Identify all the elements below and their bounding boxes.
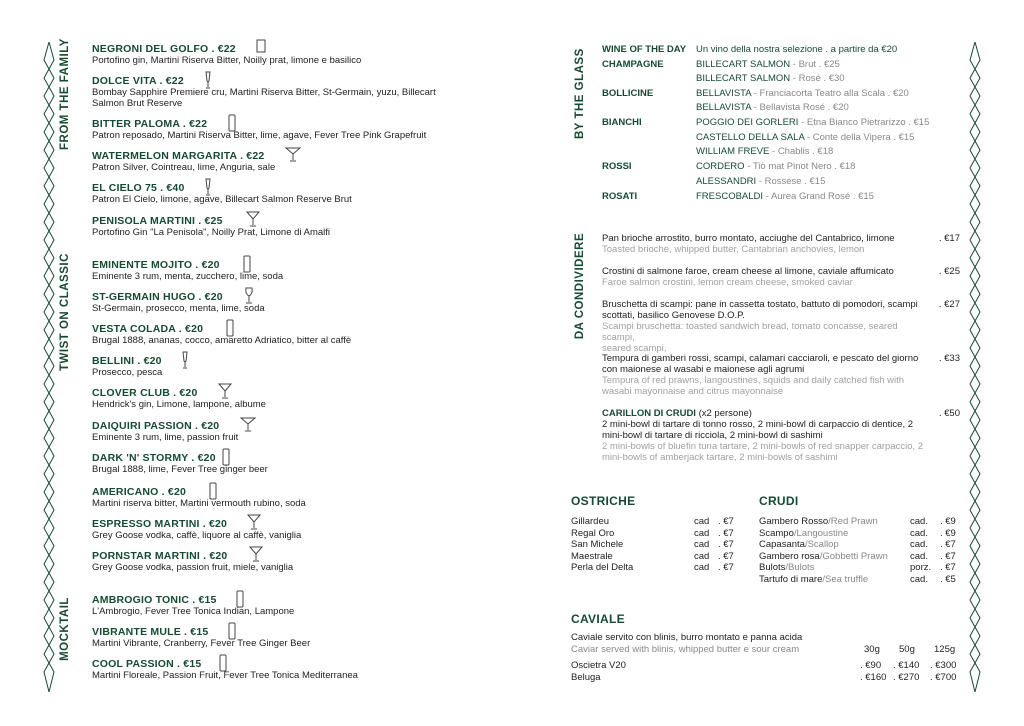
caviale-size: 30g [864, 644, 880, 655]
cocktail-name: AMBROGIO TONIC . €15 [92, 594, 217, 606]
dish-item: Pan brioche arrostito, burro montato, acciughe del Cantabrico, limone Toasted brioche, whipped butter, Cantabrian anchovies, lemon . €17 [602, 233, 960, 255]
dish-item: Bruschetta di scampi: pane in cassetta tostato, battuto di pomodori, scampi scottati, basilico Genovese D.O.P. Scampi bruschetta: toasted sandwich bread, tomato concasse, seared scampi, seared scampi, . €27 [602, 299, 960, 354]
cocktail-name: COOL PASSION . €15 [92, 658, 202, 670]
highball-glass-icon [236, 590, 244, 613]
wine-category: ROSSI [602, 161, 632, 172]
cocktail-item [92, 486, 452, 509]
ostriche-name: Gillardeu [571, 516, 610, 527]
cocktail-name: EL CIELO 75 . €40 [92, 182, 185, 194]
ostriche-name: Perla del Delta [571, 562, 634, 573]
cocktail-name: PENISOLA MARTINI . €25 [92, 215, 223, 227]
ostriche-name: Regal Oro [571, 527, 615, 539]
cocktail-description: Eminente 3 rum, menta, zucchero, lime, soda [92, 271, 284, 282]
crudi-price: . €7 [940, 550, 956, 562]
wine-item: CASTELLO DELLA SALA - Conte della Vipera . €15 [696, 132, 915, 143]
crudi-price: . €9 [940, 516, 956, 527]
martini-glass-icon [247, 514, 261, 535]
caviale-p1: . €160 [860, 672, 887, 683]
section-label-glass: BY THE GLASS [574, 48, 586, 139]
cocktail-item [92, 550, 452, 573]
ostriche-price: . €7 [718, 527, 734, 539]
wine-category: CHAMPAGNE [602, 59, 664, 70]
cocktail-name: AMERICANO . €20 [92, 486, 187, 498]
crudi-unit: cad. [910, 527, 928, 539]
ostriche-title: OSTRICHE [571, 494, 636, 508]
crudi-unit: cad. [910, 550, 928, 562]
flute-glass-icon [181, 351, 189, 374]
section-label-mocktail: MOCKTAIL [59, 597, 71, 661]
cocktail-item [92, 291, 452, 314]
cocktail-item [92, 75, 452, 109]
highball-glass-icon [243, 255, 251, 278]
wine-category: BIANCHI [602, 117, 642, 128]
crudi-item: Capasanta/Scallop [759, 539, 839, 550]
cocktail-description: Martini riserva bitter, Martini vermouth rubino, soda [92, 498, 306, 509]
left-zigzag-border [42, 42, 56, 692]
highball-glass-icon [209, 482, 217, 505]
wine-item: BILLECART SALMON - Rosé . €30 [696, 73, 845, 84]
cocktail-description: Patron reposado, Martini Riserva Bitter, lime, agave, Fever Tree Pink Grapefruit [92, 130, 427, 141]
crudi-price: . €5 [940, 573, 956, 585]
cocktail-item [92, 323, 452, 346]
wine-category: BOLLICINE [602, 88, 654, 99]
cocktail-description: Prosecco, pesca [92, 367, 163, 378]
cocktail-name: WATERMELON MARGARITA . €22 [92, 150, 265, 162]
crudi-unit: porz. [910, 562, 932, 573]
cocktail-name: VESTA COLADA . €20 [92, 323, 204, 335]
caviale-p2: . €140 [893, 660, 920, 671]
dish-item-carillon: CARILLON DI CRUDI (x2 persone) 2 mini-bowl di tartare di tonno rosso, 2 mini-bowl di carpaccio di dentice, 2 mini-bowl di tartare di ricciola, 2 mini-bowl di sashimi 2 mini-bowls of bluefin tuna tartare, 2 mini-bowls of red snapper carpaccio, 2 mini-bowls of amberjack tartare, 2 mini-bowls of sashimi . €50 [602, 408, 960, 463]
cocktail-item [92, 259, 452, 282]
wine-item: ALESSANDRI - Rossese . €15 [696, 176, 826, 187]
wine-item: BELLAVISTA - Franciacorta Teatro alla Scala . €20 [696, 88, 909, 99]
ostriche-unit: cad [694, 562, 710, 573]
highball-glass-icon [226, 319, 234, 342]
caviale-p2: . €270 [893, 672, 920, 683]
wine-category: ROSATI [602, 191, 638, 202]
caviale-size: 50g [899, 644, 915, 655]
cocktail-item [92, 118, 452, 141]
coupe-glass-icon [240, 416, 256, 437]
caviale-description: Caviale servito con blinis, burro montato e panna acida [571, 632, 803, 643]
cocktail-name: CLOVER CLUB . €20 [92, 387, 198, 399]
flute-glass-icon [204, 71, 212, 94]
ostriche-unit: cad [694, 539, 710, 550]
right-zigzag-border [968, 42, 982, 692]
caviale-p3: . €300 [930, 660, 957, 671]
caviale-p3: . €700 [930, 672, 957, 683]
highball-glass-icon [222, 448, 230, 471]
caviale-title: CAVIALE [571, 612, 625, 626]
cocktail-description: Bombay Sapphire Premiere cru, Martini Riserva Bitter, St-Germain, yuzu, Billecart Salmon Brut Reserve [92, 87, 436, 109]
caviale-name: Beluga [571, 672, 601, 683]
cocktail-item [92, 626, 452, 649]
cocktail-item [92, 452, 452, 475]
tumbler-glass-icon [256, 39, 266, 58]
cocktail-name: NEGRONI DEL GOLFO . €22 [92, 43, 236, 55]
cocktail-item [92, 658, 452, 681]
cocktail-item [92, 43, 452, 66]
cocktail-description: Martini Floreale, Passion Fruit, Fever Tree Tonica Mediterranea [92, 670, 358, 681]
martini-glass-icon [249, 546, 263, 567]
crudi-unit: cad. [910, 516, 928, 527]
cocktail-description: Patron Silver, Cointreau, lime, Anguria, sale [92, 162, 276, 173]
crudi-item: Bulots/Bulots [759, 562, 815, 573]
section-label-family: FROM THE FAMILY [59, 38, 71, 150]
crudi-item: Tartufo di mare/Sea truffle [759, 573, 869, 585]
coupe-glass-icon [285, 146, 301, 167]
cocktail-name: BELLINI . €20 [92, 355, 162, 367]
cocktail-name: BITTER PALOMA . €22 [92, 118, 208, 130]
cocktail-description: Hendrick's gin, Limone, lampone, albume [92, 399, 266, 410]
caviale-p1: . €90 [860, 660, 882, 671]
ostriche-unit: cad [694, 527, 710, 539]
martini-glass-icon [246, 211, 260, 232]
cocktail-description: Brugal 1888, lime, Fever Tree ginger beer [92, 464, 268, 475]
cocktail-item [92, 215, 452, 238]
caviale-size: 125g [934, 644, 956, 655]
cocktail-description: St-Germain, prosecco, menta, lime, soda [92, 303, 265, 314]
wine-of-the-day-label: WINE OF THE DAY [602, 44, 687, 55]
cocktail-item [92, 150, 452, 173]
ostriche-price: . €7 [718, 539, 734, 550]
cocktail-name: EMINENTE MOJITO . €20 [92, 259, 220, 271]
section-label-twist: TWIST ON CLASSIC [59, 253, 71, 371]
cocktail-description: Grey Goose vodka, caffè, liquore al caffè, vaniglia [92, 530, 302, 541]
ostriche-name: Maestrale [571, 550, 613, 562]
cocktail-description: L'Ambrogio, Fever Tree Tonica Indian, Lampone [92, 606, 295, 617]
crudi-item: Gambero rosa/Gobbetti Prawn [759, 550, 888, 562]
wine-item: POGGIO DEI GORLERI - Etna Bianco Pietrarizzo . €15 [696, 117, 930, 128]
caviale-name: Oscietra V20 [571, 660, 626, 671]
ostriche-price: . €7 [718, 550, 734, 562]
cocktail-name: PORNSTAR MARTINI . €20 [92, 550, 228, 562]
ostriche-price: . €7 [718, 562, 734, 573]
cocktail-name: VIBRANTE MULE . €15 [92, 626, 209, 638]
ostriche-unit: cad [694, 516, 710, 527]
ostriche-price: . €7 [718, 516, 734, 527]
cocktail-name: DARK 'N' STORMY . €20 [92, 452, 216, 464]
cocktail-item [92, 182, 452, 205]
crudi-price: . €7 [940, 539, 956, 550]
wine-of-the-day-text: Un vino della nostra selezione . a partire da €20 [696, 44, 898, 55]
wine-glass-icon [244, 287, 254, 309]
cocktail-name: DAIQUIRI PASSION . €20 [92, 420, 220, 432]
cocktail-item [92, 518, 452, 541]
cocktail-item [92, 387, 452, 410]
crudi-item: Scampo/Langoustine [759, 527, 849, 539]
crudi-title: CRUDI [759, 494, 799, 508]
ostriche-unit: cad [694, 550, 710, 562]
crudi-unit: cad. [910, 539, 928, 550]
cocktail-name: DOLCE VITA . €22 [92, 75, 184, 87]
cocktail-name: ESPRESSO MARTINI . €20 [92, 518, 228, 530]
wine-item: FRESCOBALDI - Aurea Grand Rosé . €15 [696, 191, 874, 202]
crudi-unit: cad. [910, 573, 928, 585]
dish-item: Crostini di salmone faroe, cream cheese al limone, caviale affumicato Faroe salmon crostini, lemon cream cheese, smoked caviar . €25 [602, 266, 960, 288]
cocktail-description: Eminente 3 rum, lime, passion fruit [92, 432, 239, 443]
crudi-item: Gambero Rosso/Red Prawn [759, 516, 878, 527]
cocktail-description: Grey Goose vodka, passion fruit, miele, vaniglia [92, 562, 294, 573]
cocktail-description: Patron El Cielo, limone, agave, Billecart Salmon Reserve Brut [92, 194, 352, 205]
highball-glass-icon [219, 654, 227, 677]
caviale-description-en: Caviar served with blinis, whipped butter e sour cream [571, 644, 800, 655]
highball-glass-icon [228, 622, 236, 645]
dish-item: Tempura di gamberi rossi, scampi, calamari cacciaroli, e pescato del giorno con maionese al wasabi e maionese agli agrumi Tempura of red prawns, langoustines, squids and daily catched fish with wasabi mayonnaise and citrus mayonnaise . €33 [602, 353, 960, 397]
cocktail-item [92, 594, 452, 617]
section-label-condividere: DA CONDIVIDERE [574, 232, 586, 340]
wine-item: BILLECART SALMON - Brut . €25 [696, 59, 840, 70]
wine-item: CORDERO - Tiò mat Pinot Nero . €18 [696, 161, 856, 172]
crudi-price: . €7 [940, 562, 956, 573]
highball-glass-icon [228, 114, 236, 137]
wine-item: BELLAVISTA - Bellavista Rosé . €20 [696, 102, 849, 113]
martini-glass-icon [218, 383, 232, 404]
cocktail-description: Martini Vibrante, Cranberry, Fever Tree Ginger Beer [92, 638, 311, 649]
cocktail-item [92, 355, 452, 378]
ostriche-name: San Michele [571, 539, 624, 550]
cocktail-description: Brugal 1888, ananas, cocco, amaretto Adriatico, bitter al caffè [92, 335, 352, 346]
cocktail-description: Portofino Gin "La Penisola", Noilly Prat, Limone di Amalfi [92, 227, 331, 238]
cocktail-description: Portofino gin, Martini Riserva Bitter, Noilly prat, limone e basilico [92, 55, 362, 66]
wine-item: WILLIAM FREVE - Chablis . €18 [696, 146, 834, 157]
cocktail-name: ST-GERMAIN HUGO . €20 [92, 291, 223, 303]
flute-glass-icon [204, 178, 212, 201]
crudi-price: . €9 [940, 527, 956, 539]
cocktail-item [92, 420, 452, 443]
